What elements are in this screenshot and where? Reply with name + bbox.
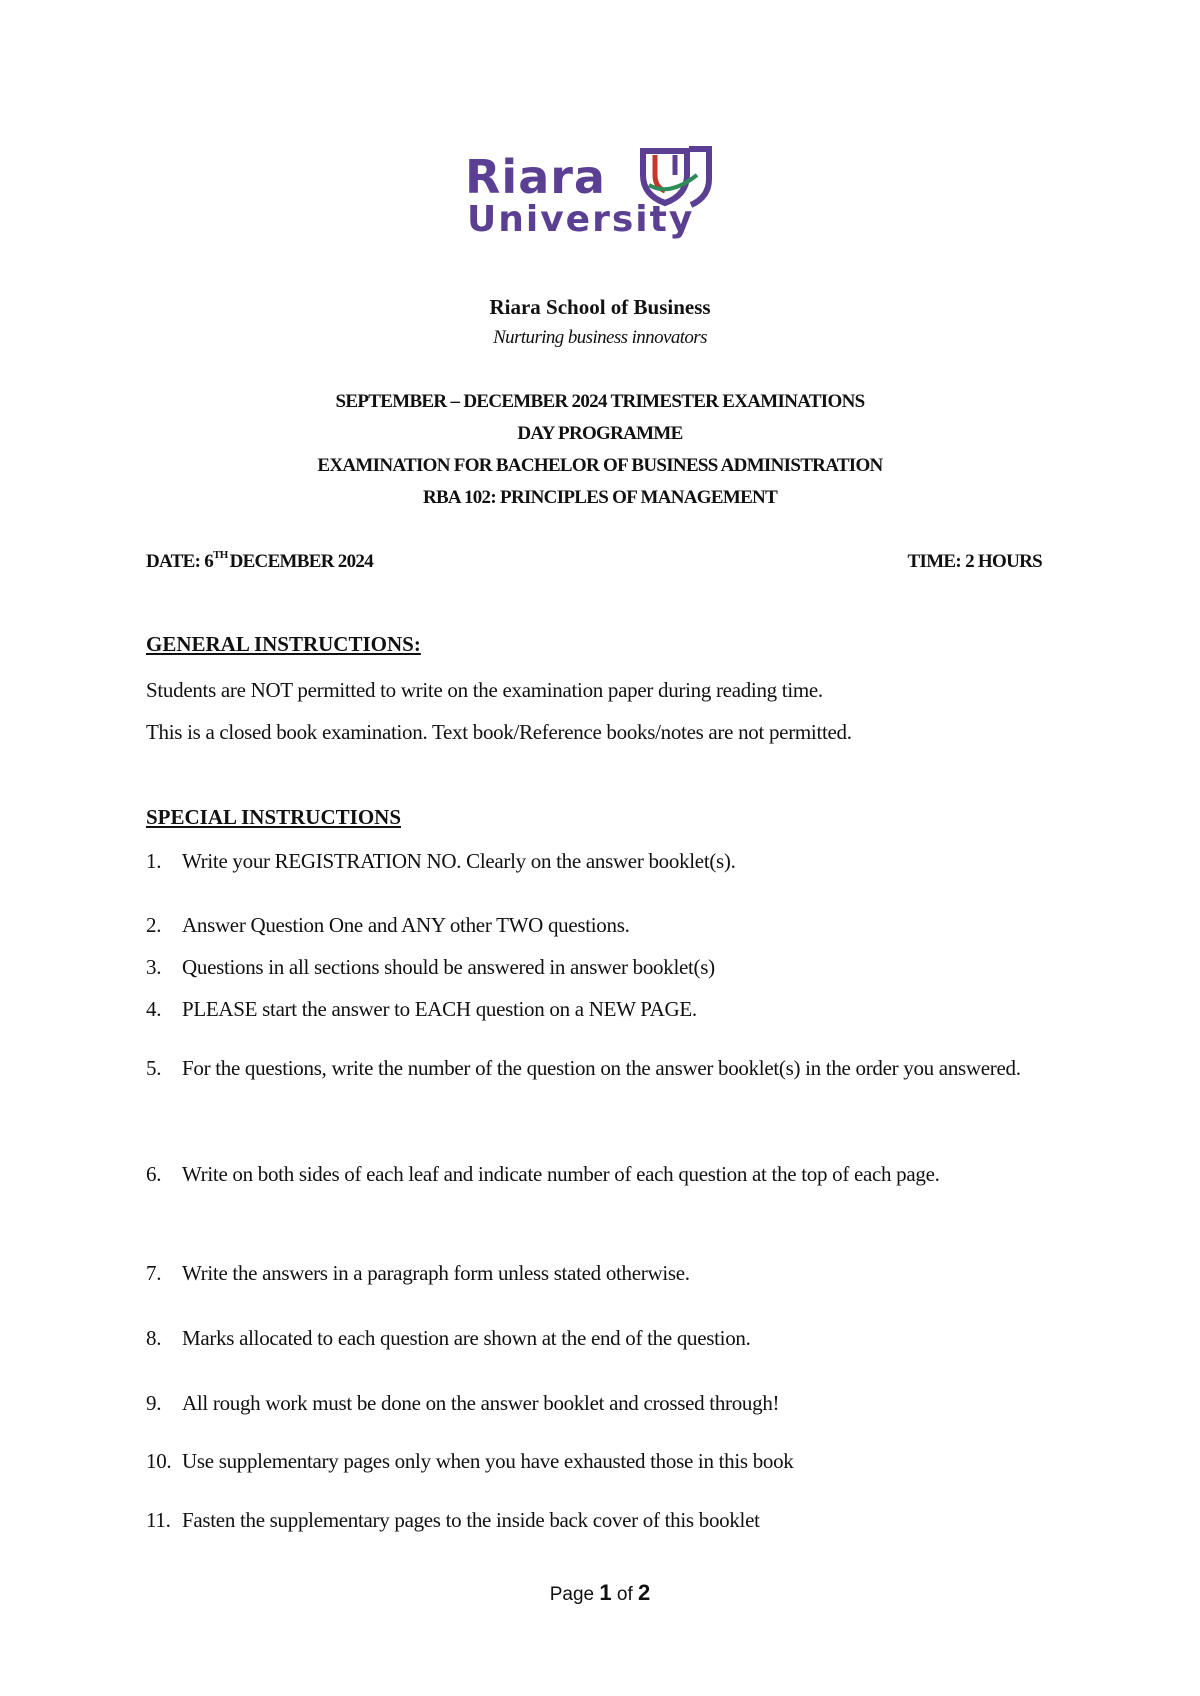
general-instructions-title: GENERAL INSTRUCTIONS: xyxy=(146,632,421,656)
exam-date xyxy=(146,551,373,573)
item-number: 6. xyxy=(146,1162,162,1186)
date-suffix: TH xyxy=(213,549,228,561)
item-number: 7. xyxy=(146,1261,162,1285)
item-text: Fasten the supplementary pages to the inside back cover of this booklet xyxy=(182,1508,760,1532)
footer-of-label: of xyxy=(616,1584,633,1605)
item-number: 5. xyxy=(146,1056,162,1080)
exam-degree: EXAMINATION FOR BACHELOR OF BUSINESS ADMINISTRATION xyxy=(317,455,883,476)
item-number: 1. xyxy=(146,849,162,873)
exam-programme: DAY PROGRAMME xyxy=(517,423,683,444)
special-instructions-title: SPECIAL INSTRUCTIONS xyxy=(146,805,401,829)
school-motto: Nurturing business innovators xyxy=(493,327,707,348)
university-logo xyxy=(465,145,735,245)
item-text: Marks allocated to each question are shown at the end of the question. xyxy=(182,1326,751,1350)
item-number: 3. xyxy=(146,955,162,979)
item-number: 8. xyxy=(146,1326,162,1350)
riara-shield-emblem-icon xyxy=(635,145,715,209)
page-footer xyxy=(0,1580,1200,1606)
item-number: 11. xyxy=(146,1508,171,1532)
item-text: All rough work must be done on the answer booklet and crossed through! xyxy=(182,1391,780,1415)
item-number: 9. xyxy=(146,1391,162,1415)
item-text: Questions in all sections should be answered in answer booklet(s) xyxy=(182,955,715,979)
general-instruction-line: Students are NOT permitted to write on the examination paper during reading time. xyxy=(146,678,823,702)
item-text: Answer Question One and ANY other TWO questions. xyxy=(182,913,630,937)
footer-current-page: 1 xyxy=(599,1580,612,1605)
item-text: Write on both sides of each leaf and indicate number of each question at the top of each page. xyxy=(182,1162,940,1186)
logo-word-riara: Riara xyxy=(465,150,606,204)
date-label: DATE: 6 xyxy=(146,551,214,572)
footer-page-label: Page xyxy=(549,1584,595,1605)
footer-total-pages: 2 xyxy=(638,1580,651,1605)
item-text: Write your REGISTRATION NO. Clearly on the answer booklet(s). xyxy=(182,849,736,873)
date-month-year: DECEMBER 2024 xyxy=(229,551,374,572)
item-number: 4. xyxy=(146,997,162,1021)
item-number: 2. xyxy=(146,913,162,937)
item-text: For the questions, write the number of the question on the answer booklet(s) in the order you answered. xyxy=(182,1056,1021,1080)
logo-word-university: University xyxy=(467,199,695,240)
item-text: Write the answers in a paragraph form unless stated otherwise. xyxy=(182,1261,690,1285)
school-name: Riara School of Business xyxy=(489,295,711,319)
exam-session: SEPTEMBER – DECEMBER 2024 TRIMESTER EXAMINATIONS xyxy=(335,391,865,412)
item-text: Use supplementary pages only when you have exhausted those in this book xyxy=(182,1449,794,1473)
item-number: 10. xyxy=(146,1449,172,1473)
exam-course: RBA 102: PRINCIPLES OF MANAGEMENT xyxy=(422,487,778,508)
item-text: PLEASE start the answer to EACH question on a NEW PAGE. xyxy=(182,997,697,1021)
general-instruction-line: This is a closed book examination. Text book/Reference books/notes are not permitted. xyxy=(146,720,852,744)
exam-time: TIME: 2 HOURS xyxy=(907,551,1042,572)
